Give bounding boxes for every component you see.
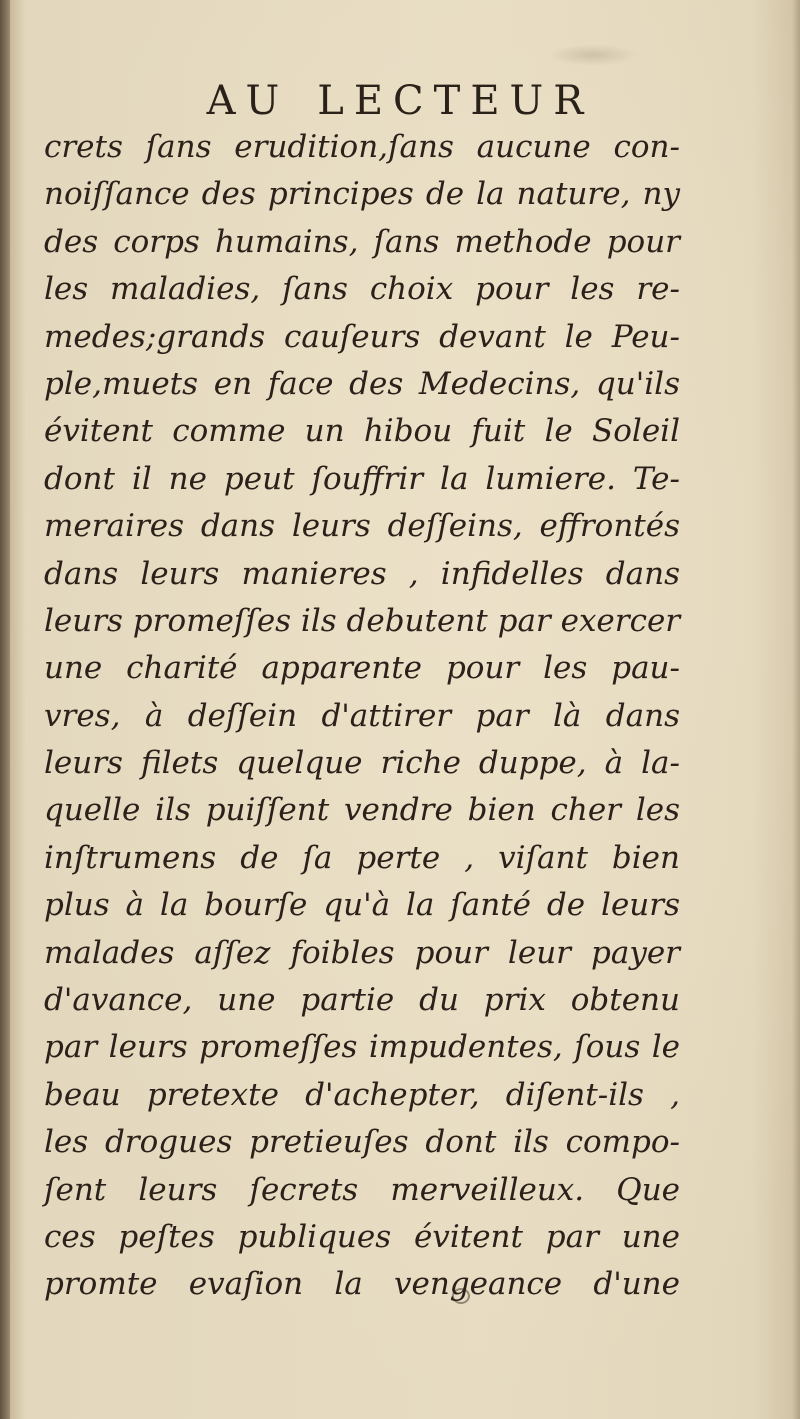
text-line: dans leurs manieres , infidelles dans (44, 555, 680, 592)
catchword-mark (452, 1288, 470, 1304)
text-line: d'avance, une partie du prix obtenu (44, 982, 680, 1019)
running-header (0, 78, 800, 124)
header-word-lecteur: LECTEUR (317, 78, 594, 124)
text-line: medes;grands cauſeurs devant le Peu- (44, 318, 680, 355)
body-text (44, 124, 680, 1309)
text-line: beau pretexte d'achepter, diſent-ils , (44, 1076, 680, 1113)
text-line: vres, à deſſein d'attirer par là dans (44, 697, 680, 734)
text-line: meraires dans leurs deſſeins, effrontés (44, 508, 680, 545)
text-line: les maladies, ſans choix pour les re- (44, 271, 680, 308)
text-line: malades aſſez foibles pour leur payer (44, 934, 680, 971)
text-line: ple,muets en face des Medecins, qu'ils (44, 365, 680, 402)
text-line: évitent comme un hibou fuit le Soleil (44, 413, 680, 450)
text-line: dont il ne peut ſouffrir la lumiere. Te- (44, 460, 680, 497)
header-word-au: AU (206, 78, 290, 124)
text-line: quelle ils puiſſent vendre bien cher les (44, 792, 680, 829)
text-line: leurs promeſſes ils debutent par exercer (44, 602, 681, 639)
text-line: ces peſtes publiques évitent par une (44, 1218, 680, 1255)
text-line: des corps humains, ſans methode pour (44, 223, 680, 260)
text-line: leurs filets quelque riche duppe, à la- (44, 745, 680, 782)
paper-stain (548, 44, 638, 66)
text-line: les drogues pretieuſes dont ils compo- (44, 1124, 680, 1161)
text-line: noiſſance des principes de la nature, ny (44, 176, 680, 213)
text-line: promte evaſion la vengeance d'une (44, 1266, 680, 1303)
text-line: par leurs promeſſes impudentes, ſous le (44, 1029, 680, 1066)
text-line: crets ſans erudition,ſans aucune con- (44, 129, 680, 165)
text-line: plus à la bourſe qu'à la ſanté de leurs (44, 887, 680, 924)
text-line: ſent leurs ſecrets merveilleux. Que (44, 1171, 680, 1208)
text-line: inſtrumens de ſa perte , viſant bien (44, 839, 680, 876)
text-line: une charité apparente pour les pau- (44, 650, 680, 687)
